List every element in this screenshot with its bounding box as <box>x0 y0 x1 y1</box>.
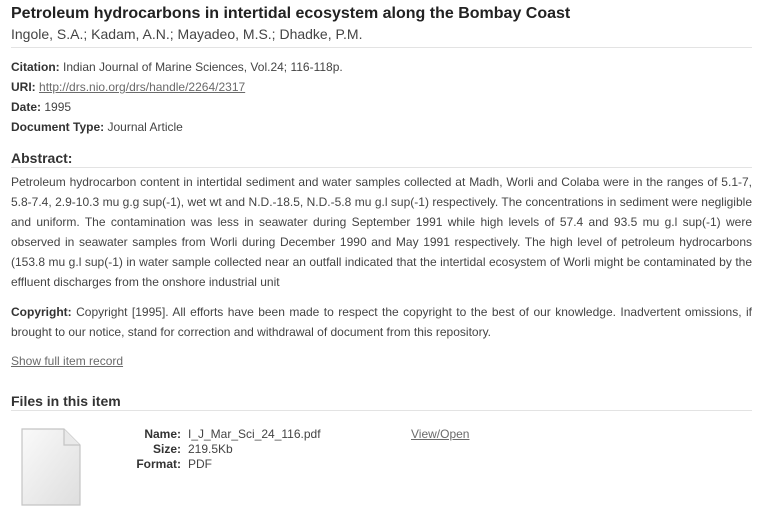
file-name-value: I_J_Mar_Sci_24_116.pdf <box>188 427 321 441</box>
uri-label: URI: <box>11 80 36 94</box>
document-type-label: Document Type: <box>11 120 105 134</box>
file-format-label: Format: <box>136 457 181 471</box>
file-format-value-row <box>188 457 388 472</box>
document-type-row <box>11 120 183 134</box>
copyright-notice <box>11 302 752 342</box>
copyright-text: Copyright [1995]. All efforts have been made to respect the copyright to the best of our knowledge. Inadvertent omissions, if brought to our notice, stand for correction and withdrawal of document from this repository. <box>11 305 752 339</box>
date-row <box>11 100 71 114</box>
file-name-value-row <box>188 427 388 442</box>
file-size-value-row <box>188 442 388 457</box>
file-name-label: Name: <box>144 427 181 441</box>
file-size-label: Size: <box>152 442 181 456</box>
file-field-labels <box>0 427 181 472</box>
uri-link[interactable]: http://drs.nio.org/drs/handle/2264/2317 <box>39 80 246 94</box>
abstract-text: Petroleum hydrocarbon content in intertidal sediment and water samples collected at Madh, Worli and Colaba were in the ranges of 5.1-7, 5.8-7.4, 2.9-10.3 mu g.g sup(-1), wet wt and N.D.-18.5, N.D.-5.8 mu g.l sup(-1) respectively. The concentrations in sediment were negligible and uniform. The contamination was less in seawater during September 1991 while high levels of 57.4 and 93.5 mu g.l sup(-1) were observed in seawater samples from Worli during December 1990 and May 1991 respectively. The high level of petroleum hydrocarbons (153.8 mu g.l sup(-1) in water sample collected near an outfall indicated that the intertidal ecosystem of Worli might be contaminated by the effluent discharges from the onshore industrial unit <box>11 175 752 289</box>
file-field-values <box>188 427 388 472</box>
view-open-link[interactable]: View/Open <box>411 427 470 441</box>
citation-row <box>11 60 343 74</box>
item-authors: Ingole, S.A.; Kadam, A.N.; Mayadeo, M.S.; Dhadke, P.M. <box>11 26 363 42</box>
uri-row <box>11 80 245 94</box>
abstract-heading: Abstract: <box>11 150 73 166</box>
files-heading: Files in this item <box>11 393 121 409</box>
file-size-label-row <box>0 442 181 457</box>
show-full-record-link[interactable]: Show full item record <box>11 354 124 368</box>
item-title: Petroleum hydrocarbons in intertidal ecosystem along the Bombay Coast <box>11 5 571 22</box>
files-divider <box>11 410 752 411</box>
citation-label: Citation: <box>11 60 60 74</box>
file-format-value: PDF <box>188 457 212 471</box>
copyright-label: Copyright: <box>11 305 72 319</box>
file-size-value: 219.5Kb <box>188 442 233 456</box>
abstract-divider <box>11 167 752 168</box>
title-divider <box>11 47 752 48</box>
file-name-label-row <box>0 427 181 442</box>
document-type-value: Journal Article <box>107 120 183 134</box>
citation-value: Indian Journal of Marine Sciences, Vol.24; 116-118p. <box>63 60 343 74</box>
file-format-label-row <box>0 457 181 472</box>
date-value: 1995 <box>44 100 72 114</box>
date-label: Date: <box>11 100 42 114</box>
